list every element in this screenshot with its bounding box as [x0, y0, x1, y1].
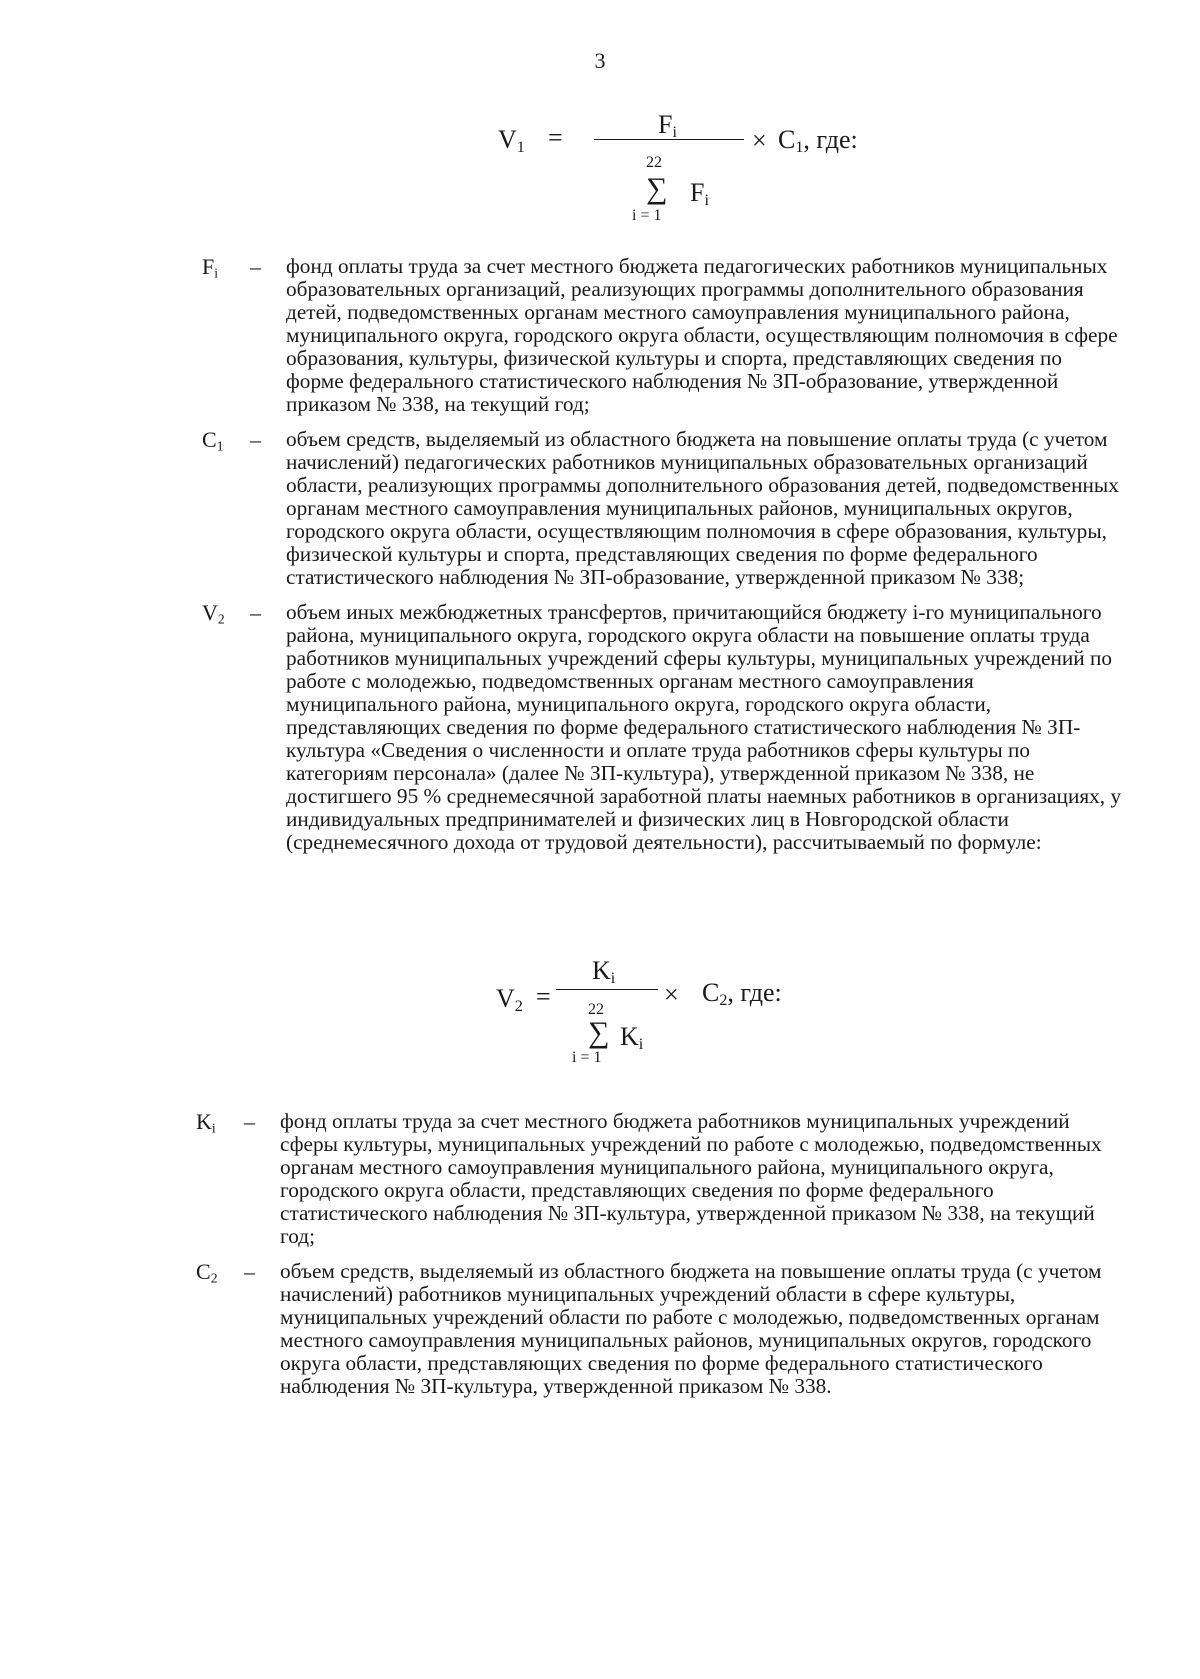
- formula-v2-times: ×: [664, 980, 679, 1009]
- definition-dash: –: [244, 1109, 255, 1134]
- formula-v2-fraction-bar: [556, 989, 658, 990]
- formula-v1-sum-sign: ∑: [646, 172, 668, 205]
- definitions-block-2: [196, 1110, 1122, 1410]
- definition-text: объем иных межбюджетных трансфертов, причитающийся бюджету i-го муниципального района, муниципального округа, городского округа области на повышение оплаты труда работников муниципальных учреждений сферы культуры, муниципальных учреждений по работе с молодежью, подведомственных органам местного самоуправления муниципального района, муниципального округа, городского округа области, представляющих сведения по форме федерального статистического наблюдения № ЗП-культура «Сведения о численности и оплате труда работников сферы культуры по категориям персонала» (далее № ЗП-культура), утвержденной приказом № 338, не достигшего 95 % среднемесячной заработной платы наемных работников в организациях, у индивидуальных предпринимателей и физических лиц в Новгородской области (среднемесячного дохода от трудовой деятельности), рассчитываемый по формуле:: [286, 600, 1122, 854]
- definition-symbol: $V_2$: [202, 600, 225, 627]
- formula-v2-sum-bottom: i = 1: [572, 1049, 602, 1066]
- formula-v1-sum-bottom: i = 1: [632, 207, 662, 224]
- page-number: 3: [594, 48, 606, 73]
- formula-v2-sum-sign: ∑: [588, 1016, 610, 1049]
- formula-v2-numerator: $K_i$: [592, 956, 616, 988]
- definition-symbol: $F_i$: [202, 254, 219, 281]
- formula-v1-den-var: $F_i$: [690, 178, 709, 210]
- definition-text: объем средств, выделяемый из областного бюджета на повышение оплаты труда (с учетом начислений) работников муниципальных учреждений области в сфере культуры, муниципальных учреждений области по работе с молодежью, подведомственных органам местного самоуправления муниципальных районов, муниципальных округов, городского округа области, представляющих сведения по форме федерального статистического наблюдения № ЗП-культура, утвержденной приказом № 338.: [280, 1259, 1102, 1398]
- definition-text: фонд оплаты труда за счет местного бюджета работников муниципальных учреждений сферы культуры, муниципальных учреждений по работе с молодежью, подведомственных органам местного самоуправления муниципального района, муниципального округа, городского округа области, представляющих сведения по форме федерального статистического наблюдения № ЗП-культура, утвержденной приказом № 338, на текущий год;: [280, 1109, 1102, 1248]
- formula-v2-equals: =: [536, 982, 551, 1011]
- formula-v2-den-var: $K_i$: [620, 1022, 644, 1054]
- definition-c2: [196, 1260, 1122, 1398]
- definition-dash: –: [250, 427, 261, 452]
- definition-text: объем средств, выделяемый из областного бюджета на повышение оплаты труда (с учетом начислений) педагогических работников муниципальных образовательных организаций области, реализующих программы дополнительного образования детей, подведомственных органам местного самоуправления муниципальных районов, муниципальных округов, городского округа области, осуществляющим полномочия в сфере образования, культуры, физической культуры и спорта, представляющих сведения по форме федерального статистического наблюдения № ЗП-образование, утвержденной приказом № 338;: [286, 427, 1119, 589]
- definition-dash: –: [250, 254, 261, 279]
- formula-v1-times: ×: [752, 126, 767, 155]
- definition-symbol: $C_1$: [202, 427, 224, 454]
- formula-v1-equals: =: [548, 123, 563, 152]
- definition-symbol: $C_2$: [196, 1259, 218, 1286]
- definition-symbol: $K_i$: [196, 1109, 216, 1136]
- formula-v1-lhs: $V_1$: [498, 125, 525, 157]
- definition-ki: [196, 1110, 1122, 1248]
- formula-v1-sum-top: 22: [646, 154, 662, 171]
- definition-dash: –: [250, 600, 261, 625]
- definition-dash: –: [244, 1259, 255, 1284]
- formula-v2-lhs: $V_2$: [496, 984, 523, 1016]
- formula-v2-sum-top: 22: [588, 1001, 604, 1018]
- formula-v1-numerator: $F_i$: [658, 110, 677, 142]
- formula-v2-multiplier: $C_2$, где:: [702, 978, 782, 1010]
- formula-v1-multiplier: $C_1$, где:: [778, 125, 858, 157]
- definition-text: фонд оплаты труда за счет местного бюджета педагогических работников муниципальных образовательных организаций, реализующих программы дополнительного образования детей, подведомственных органам местного самоуправления муниципального района, муниципального округа, городского округа области, осуществляющим полномочия в сфере образования, культуры, физической культуры и спорта, представляющих сведения по форме федерального статистического наблюдения № ЗП-образование, утвержденной приказом № 338, на текущий год;: [286, 254, 1118, 416]
